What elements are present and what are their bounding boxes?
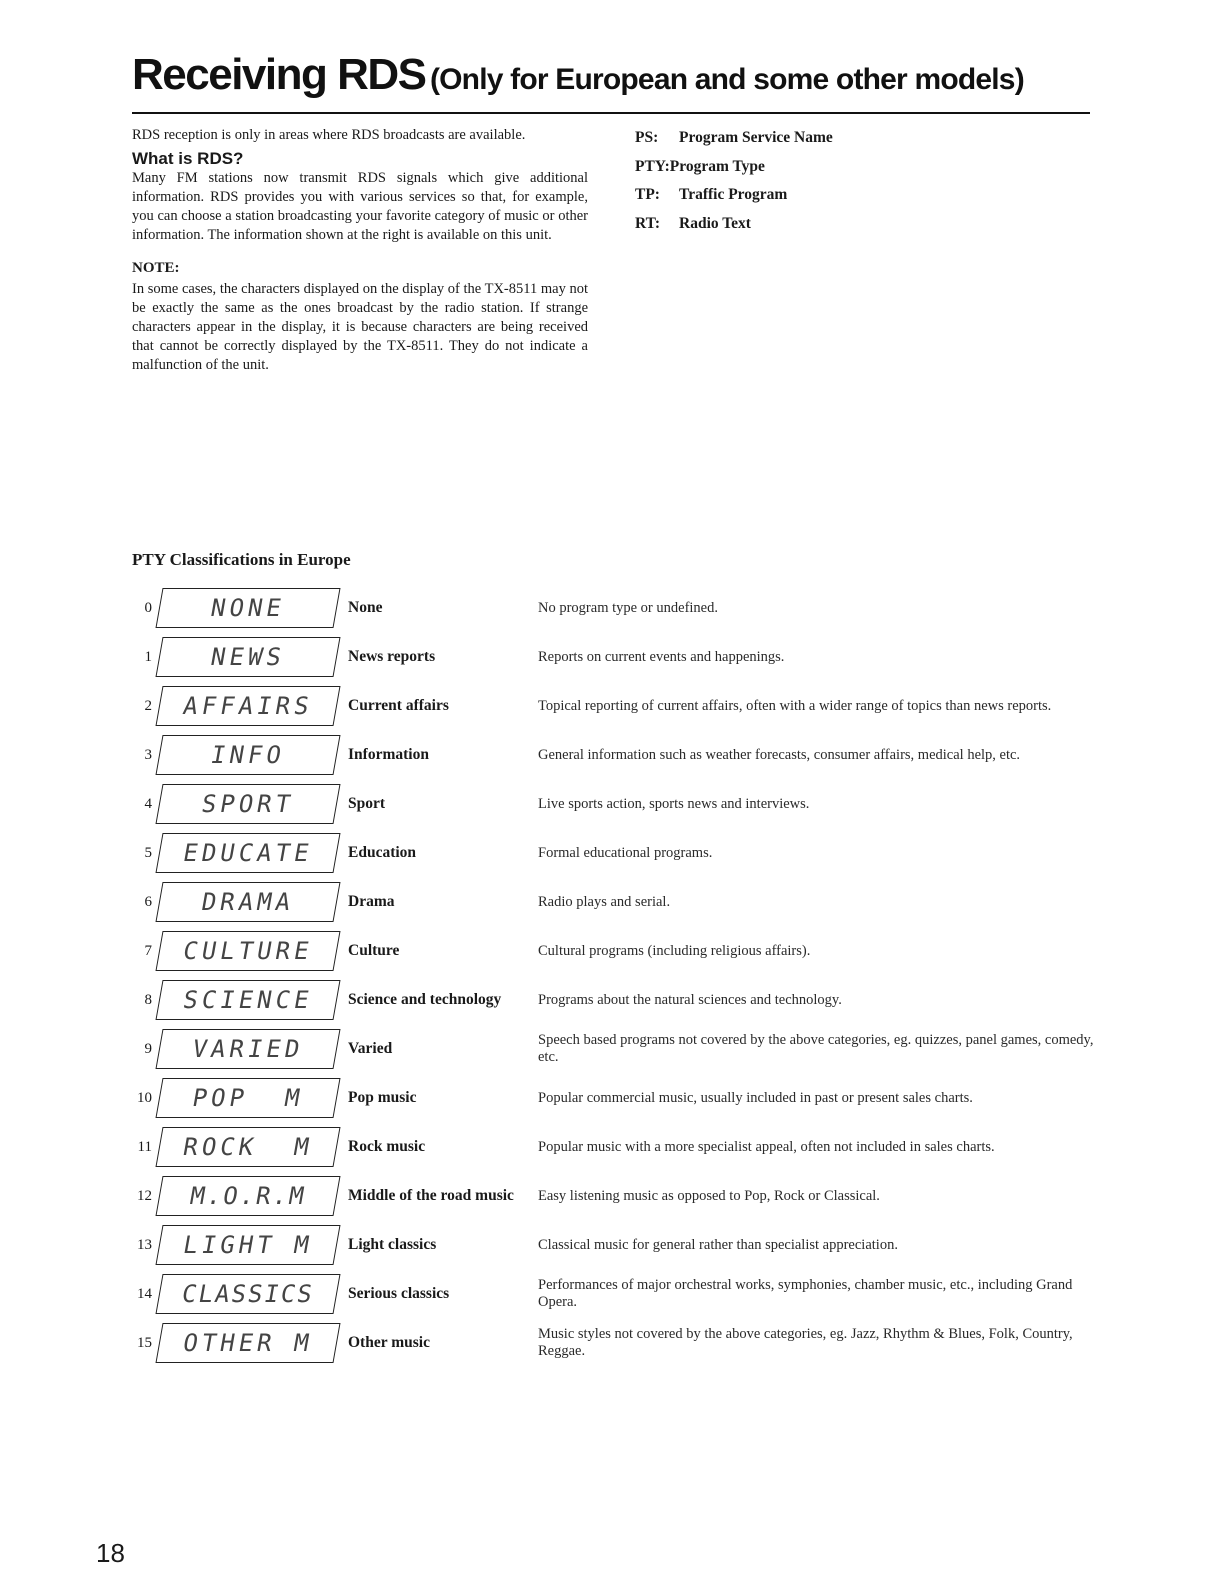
pty-category: Other music — [348, 1334, 430, 1351]
pty-row-6 — [130, 880, 1095, 924]
pty-description: Live sports action, sports news and interviews. — [538, 795, 810, 812]
pty-category: Current affairs — [348, 697, 449, 714]
pty-category: Information — [348, 746, 429, 763]
abbreviation-tp — [635, 181, 833, 210]
pty-category: Serious classics — [348, 1285, 450, 1302]
pty-number: 11 — [137, 1139, 152, 1155]
pty-description: Performances of major orchestral works, symphonies, chamber music, etc., including Grand Opera. — [538, 1277, 1073, 1310]
title-subtitle: (Only for European and some other models) — [429, 63, 1024, 96]
pty-row-10 — [130, 1076, 1095, 1120]
abbreviation-code: RT: — [635, 214, 660, 232]
pty-display: CULTURE — [155, 931, 340, 971]
pty-row-12 — [130, 1174, 1095, 1218]
pty-number: 6 — [144, 894, 152, 910]
title-main: Receiving RDS — [132, 50, 426, 99]
pty-number: 2 — [144, 698, 152, 714]
pty-row-14 — [130, 1272, 1095, 1316]
pty-row-0 — [130, 586, 1095, 630]
pty-category: Culture — [348, 942, 400, 959]
pty-table-heading: PTY Classifications in Europe — [132, 550, 351, 569]
pty-row-3 — [130, 733, 1095, 777]
pty-display: LIGHT M — [155, 1225, 340, 1265]
rds-abbreviation-list — [635, 124, 833, 238]
pty-description: Speech based programs not covered by the above categories, eg. quizzes, panel games, comedy, etc. — [538, 1032, 1094, 1065]
abbreviation-name: Traffic Program — [679, 186, 788, 204]
pty-description: No program type or undefined. — [538, 599, 718, 616]
pty-number: 1 — [144, 649, 152, 665]
pty-category: None — [348, 599, 383, 616]
pty-row-11 — [130, 1125, 1095, 1169]
abbreviation-pty — [635, 153, 833, 182]
pty-display: M.O.R.M — [155, 1176, 340, 1216]
pty-description: Popular commercial music, usually included in past or present sales charts. — [538, 1089, 973, 1106]
pty-category: Drama — [348, 893, 395, 910]
abbreviation-code: PTY: — [635, 157, 670, 175]
abbreviation-name: Radio Text — [679, 214, 751, 232]
pty-description: Popular music with a more specialist appeal, often not included in sales charts. — [538, 1138, 995, 1155]
what-is-rds-text: Many FM stations now transmit RDS signals which give additional information. RDS provides you with various services so that, for example, you can choose a station broadcasting your favorite category of music or other information. The information shown at the right is available on this unit. — [132, 170, 588, 243]
pty-number: 8 — [144, 992, 152, 1008]
what-is-rds-heading: What is RDS? — [132, 149, 244, 168]
pty-row-1 — [130, 635, 1095, 679]
pty-number: 9 — [144, 1041, 152, 1057]
pty-number: 0 — [144, 600, 152, 616]
pty-display: SPORT — [155, 784, 340, 824]
pty-description: Cultural programs (including religious affairs). — [538, 942, 811, 959]
abbreviation-rt — [635, 210, 833, 239]
pty-description: Programs about the natural sciences and technology. — [538, 991, 842, 1008]
pty-description: Topical reporting of current affairs, often with a wider range of topics than news reports. — [538, 697, 1052, 714]
pty-number: 13 — [137, 1237, 152, 1253]
pty-number: 12 — [137, 1188, 152, 1204]
pty-number: 4 — [144, 796, 152, 812]
note-text: In some cases, the characters displayed on the display of the TX-8511 may not be exactly the same as the ones broadcast by the radio station. If strange characters appear in the display, it is because characters are being received that cannot be correctly displayed by the TX-8511. They do not indicate a malfunction of the unit. — [132, 281, 588, 373]
pty-display: AFFAIRS — [155, 686, 340, 726]
pty-category: Science and technology — [348, 991, 502, 1008]
pty-category: Varied — [348, 1040, 393, 1057]
pty-number: 5 — [144, 845, 152, 861]
abbreviation-code: TP: — [635, 186, 660, 204]
pty-display: ROCK M — [155, 1127, 340, 1167]
pty-description: Easy listening music as opposed to Pop, Rock or Classical. — [538, 1187, 880, 1204]
pty-description: Formal educational programs. — [538, 844, 713, 861]
pty-category: Education — [348, 844, 417, 861]
pty-row-2 — [130, 684, 1095, 728]
abbreviation-name: Program Type — [669, 157, 765, 175]
pty-description: Radio plays and serial. — [538, 893, 671, 910]
pty-display: DRAMA — [155, 882, 340, 922]
pty-category: Light classics — [348, 1236, 437, 1253]
pty-description: General information such as weather forecasts, consumer affairs, medical help, etc. — [538, 746, 1021, 763]
pty-number: 7 — [144, 943, 152, 959]
page-title — [132, 50, 1090, 114]
abbreviation-name: Program Service Name — [679, 129, 833, 147]
abbreviation-ps — [635, 124, 833, 153]
availability-text: RDS reception is only in areas where RDS broadcasts are available. — [132, 127, 526, 143]
pty-category: Rock music — [348, 1138, 426, 1155]
pty-description: Classical music for general rather than specialist appreciation. — [538, 1236, 898, 1253]
pty-number: 10 — [137, 1090, 152, 1106]
pty-display: INFO — [155, 735, 340, 775]
pty-number: 3 — [144, 747, 152, 763]
pty-row-7 — [130, 929, 1095, 973]
pty-number: 15 — [137, 1335, 152, 1351]
pty-display: VARIED — [155, 1029, 340, 1069]
pty-category: Pop music — [348, 1089, 417, 1106]
pty-display: OTHER M — [155, 1323, 340, 1363]
abbreviation-code: PS: — [635, 129, 659, 147]
intro-column — [132, 126, 588, 375]
pty-row-8 — [130, 978, 1095, 1022]
pty-category: Sport — [348, 795, 386, 812]
pty-display: NEWS — [155, 637, 340, 677]
pty-row-9 — [130, 1027, 1095, 1071]
pty-display: CLASSICS — [155, 1274, 340, 1314]
pty-description: Music styles not covered by the above categories, eg. Jazz, Rhythm & Blues, Folk, Country, Reggae. — [538, 1326, 1073, 1359]
pty-description: Reports on current events and happenings. — [538, 648, 785, 665]
pty-number: 14 — [137, 1286, 152, 1302]
pty-row-13 — [130, 1223, 1095, 1267]
pty-category: Middle of the road music — [348, 1187, 514, 1204]
pty-category: News reports — [348, 648, 436, 665]
note-heading: NOTE: — [132, 260, 180, 276]
pty-row-15 — [130, 1321, 1095, 1365]
pty-row-4 — [130, 782, 1095, 826]
pty-display: SCIENCE — [155, 980, 340, 1020]
pty-row-5 — [130, 831, 1095, 875]
pty-display: NONE — [155, 588, 340, 628]
pty-display: POP M — [155, 1078, 340, 1118]
page-number: 18 — [96, 1538, 125, 1568]
pty-display: EDUCATE — [155, 833, 340, 873]
